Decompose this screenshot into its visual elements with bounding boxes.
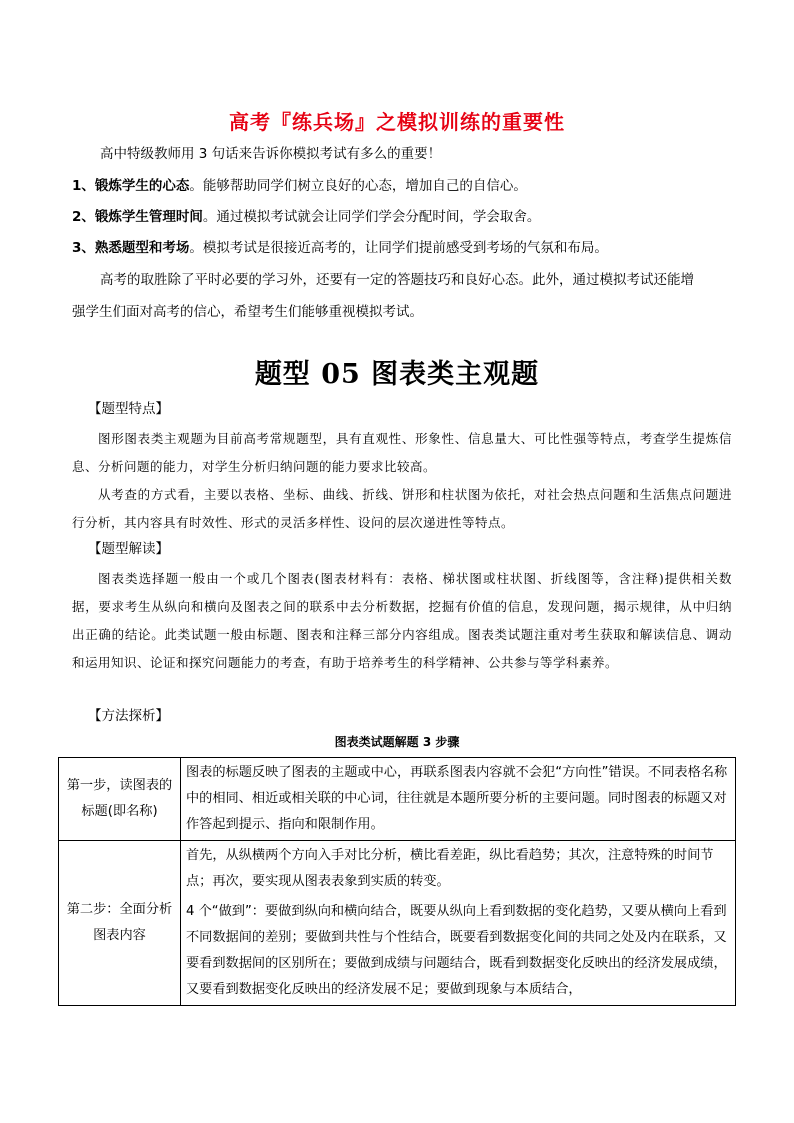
section-title: 题型 05 图表类主观题 (254, 359, 540, 390)
interpretation-paragraph: 图表类选择题一般由一个或几个图表(图表材料有：表格、梯状图或柱状图、折线图等，含注释)提供相关数据，要求考生从纵向和横向及图表之间的联系中去分析数据，挖掘有价值的信息，发现问题，揭示规律，从中归纳出正确的结论。此类试题一般由标题、图表和注释三部分内容组成。图表类试题注重对考生获取和解读信息、调动和运用知识、论证和探究问题能力的考查，有助于培养考生的科学精神、公共参与等学科素养。 (72, 571, 732, 670)
page-heading-red: 高考『练兵场』之模拟训练的重要性 (229, 110, 565, 134)
step-2-cell (181, 841, 736, 1006)
point-1-text: 。能够帮助同学们树立良好的心态，增加自己的自信心。 (189, 178, 527, 194)
heading-interpretation: 【题型解读】 (88, 541, 169, 557)
features-block (72, 425, 732, 537)
point-3-text: 。模拟考试是很接近高考的，让同学们提前感受到考场的气氛和布局。 (189, 240, 608, 256)
heading-method: 【方法探析】 (88, 708, 169, 724)
step-1-label: 第一步，读图表的标题(即名称) (59, 758, 181, 841)
step-2-content-2: 4 个“做到”：要做到纵向和横向结合，既要从纵向上看到数据的变化趋势，又要从横向上看到不同数据间的差别；要做到共性与个性结合，既要看到数据变化间的共同之处及内在联系，又要看到数据间的区别所在；要做到成绩与问题结合，既看到数据变化反映出的经济发展成绩，又要看到数据变化反映出的经济发展不足；要做到现象与本质结合， (186, 904, 727, 997)
point-3-bold: 3、熟悉题型和考场 (72, 240, 190, 256)
interpretation-block (72, 565, 732, 677)
heading-features: 【题型特点】 (88, 401, 169, 417)
point-2-bold: 2、锻炼学生管理时间 (72, 209, 203, 225)
table-row (59, 758, 736, 841)
closing-line-2: 强学生们面对高考的信心，希望考生们能够重视模拟考试。 (72, 304, 423, 320)
point-2-text: 。通过模拟考试就会让同学们学会分配时间，学会取舍。 (202, 209, 541, 225)
table-caption: 图表类试题解题 3 步骤 (334, 735, 460, 749)
point-1-bold: 1、锻炼学生的心态 (72, 178, 190, 194)
step-1-content: 图表的标题反映了图表的主题或中心，再联系图表内容就不会犯“方向性”错误。不同表格名称中的相同、相近或相关联的中心词，往往就是本题所要分析的主要问题。同时图表的标题又对作答起到提示、指向和限制作用。 (181, 758, 736, 841)
intro-line: 高中特级教师用 3 句话来告诉你模拟考试有多么的重要！ (100, 146, 442, 162)
closing-line-1: 高考的取胜除了平时必要的学习外，还要有一定的答题技巧和良好心态。此外，通过模拟考试还能增 (100, 272, 694, 288)
step-2-content-1: 首先，从纵横两个方向入手对比分析，横比看差距，纵比看趋势；其次，注意特殊的时间节点；再次，要实现从图表表象到实质的转变。 (186, 848, 714, 889)
point-2 (72, 207, 732, 227)
table-row (59, 841, 736, 1006)
steps-table (58, 757, 736, 1006)
step-2-label: 第二步：全面分析图表内容 (59, 841, 181, 1006)
features-paragraph-1: 图形图表类主观题为目前高考常规题型，具有直观性、形象性、信息量大、可比性强等特点，考查学生提炼信息、分析问题的能力，对学生分析归纳问题的能力要求比较高。 (72, 431, 732, 474)
point-3 (72, 238, 732, 258)
features-paragraph-2: 从考查的方式看，主要以表格、坐标、曲线、折线、饼形和柱状图为依托，对社会热点问题和生活焦点问题进行分析，其内容具有时效性、形式的灵活多样性、设问的层次递进性等特点。 (72, 487, 732, 530)
point-1 (72, 176, 732, 196)
